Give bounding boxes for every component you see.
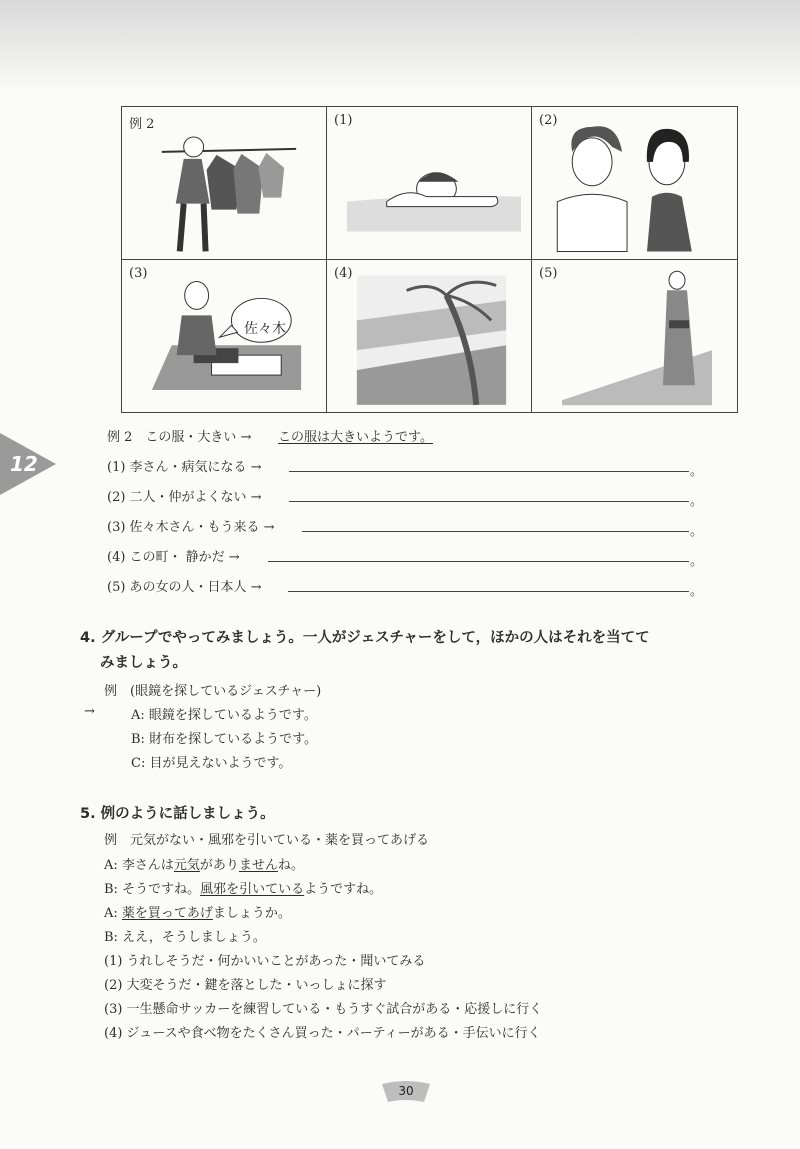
dialog-text: A: 李さんは (104, 858, 174, 873)
chapter-number: 12 (10, 452, 38, 476)
exercise5-example-label: 例 元気がない・風邪を引いている・薬を買ってあげる (104, 833, 430, 848)
picture-example-2 (122, 107, 327, 260)
answer-blank-2 (289, 501, 689, 502)
picture-grid (121, 106, 738, 413)
girl-at-desk-illustration (122, 260, 326, 413)
exercise3-example-answer: この服は大きいようです。 (278, 430, 433, 445)
dialog-line-a2 (104, 902, 291, 921)
picture-label: 例 2 (129, 117, 155, 132)
dialog-line-a1 (104, 854, 304, 873)
period-mark: 。 (690, 554, 704, 569)
dialog-text: A: (104, 906, 122, 921)
tired-person-illustration (327, 107, 531, 259)
picture-1 (327, 107, 532, 260)
exercise3-item-4: (4) この町・ 静かだ → (107, 550, 240, 565)
picture-3 (122, 260, 327, 413)
answer-blank-3 (302, 531, 689, 532)
woman-in-kimono-illustration (532, 260, 737, 413)
underlined-phrase: 元気 (173, 858, 200, 873)
exercise5-item-3: (3) 一生懸命サッカーを練習している・もうすぐ試合がある・応援しに行く (104, 1002, 543, 1017)
underlined-phrase: 薬を買ってあげ (121, 906, 213, 921)
scan-shadow (0, 0, 800, 95)
exercise3-item-5: (5) あの女の人・日本人 → (107, 580, 262, 595)
exercise3-item-2: (2) 二人・仲がよくない → (107, 490, 262, 505)
underlined-phrase: 風邪を引いている (200, 882, 305, 897)
name-speech-bubble: 佐々木 (244, 320, 286, 337)
picture-label: (3) (129, 265, 148, 281)
exercise3-item-3: (3) 佐々木さん・もう来る → (107, 520, 275, 535)
exercise5-heading: 5. 例のように話しましょう。 (80, 806, 275, 822)
exercise4-answer-b: B: 財布を探しているようです。 (131, 732, 318, 747)
page-number: 30 (398, 1084, 414, 1098)
picture-2 (532, 107, 737, 260)
exercise4-heading-line1: 4. グループでやってみましょう。一人がジェスチャーをして，ほかの人はそれを当てて (80, 630, 650, 646)
picture-5 (532, 260, 737, 413)
answer-blank-1 (289, 471, 689, 472)
exercise5-item-2: (2) 大変そうだ・鍵を落とした・いっしょに探す (104, 978, 387, 993)
period-mark: 。 (690, 464, 704, 479)
answer-blank-4 (268, 561, 689, 562)
dialog-text: ね。 (277, 858, 304, 873)
picture-label: (1) (334, 113, 353, 128)
dialog-text: があり (199, 858, 239, 873)
dialog-text: B: そうですね。 (104, 882, 201, 897)
dialog-line-b1 (104, 878, 382, 897)
period-mark: 。 (690, 584, 704, 599)
picture-label: (5) (539, 265, 558, 281)
exercise4-answer-a: A: 眼鏡を探しているようです。 (131, 708, 317, 723)
exercise4-example-label: 例 (眼鏡を探しているジェスチャー) (104, 684, 322, 699)
exercise3-example-prompt: 例 2 この服・大きい → (107, 430, 252, 445)
underlined-phrase: ません (238, 858, 278, 873)
period-mark: 。 (690, 524, 704, 539)
exercise4-answer-c: C: 目が見えないようです。 (131, 756, 292, 771)
exercise3-item-1: (1) 李さん・病気になる → (107, 460, 262, 475)
dialog-text: ようですね。 (304, 882, 383, 897)
dialog-text: ましょうか。 (212, 906, 291, 921)
exercise4-heading-line2: みましょう。 (100, 655, 187, 671)
answer-blank-5 (288, 591, 689, 592)
arrow-icon: → (84, 704, 95, 719)
picture-label: (4) (334, 265, 353, 281)
exercise5-item-4: (4) ジュースや食べ物をたくさん買った・パーティーがある・手伝いに行く (104, 1026, 541, 1041)
quiet-town-illustration (327, 260, 531, 413)
picture-4 (327, 260, 532, 413)
two-unfriendly-women-illustration (532, 107, 737, 259)
exercise5-item-1: (1) うれしそうだ・何かいいことがあった・聞いてみる (104, 954, 426, 969)
picture-label: (2) (539, 113, 558, 128)
period-mark: 。 (690, 494, 704, 509)
dialog-line-b2: B: ええ，そうしましょう。 (104, 930, 266, 945)
